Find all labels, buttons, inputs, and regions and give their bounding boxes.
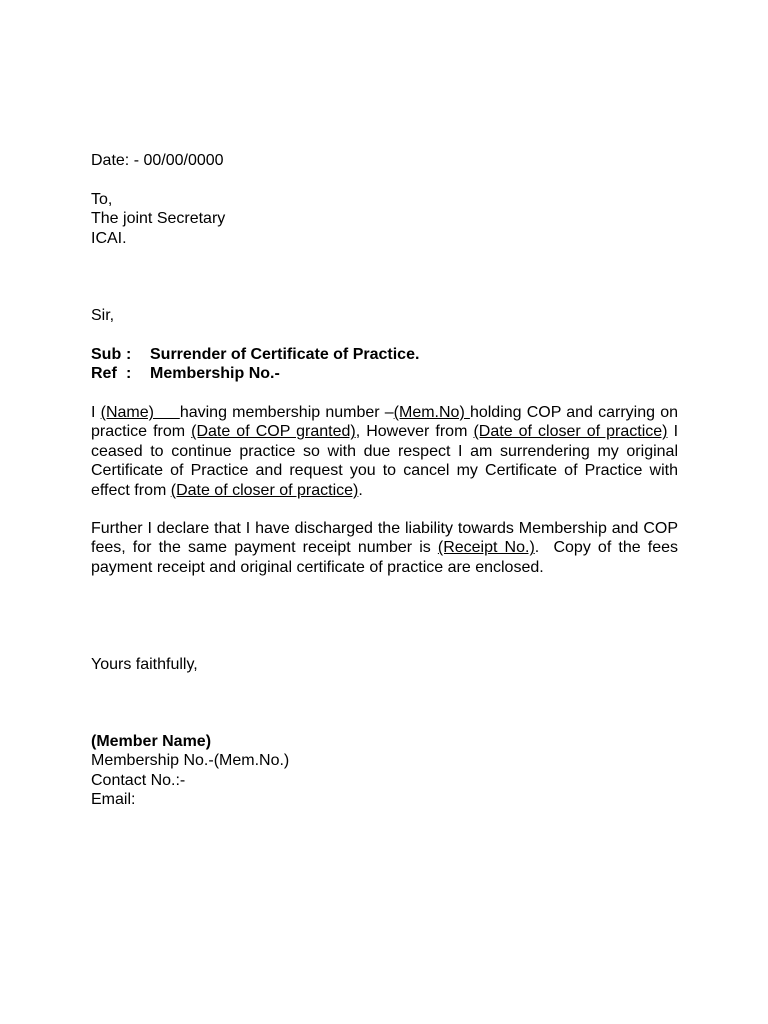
member-name: (Member Name) [91,733,212,750]
date-line: Date: - 00/00/0000 [91,152,224,169]
p1-text-c: holding COP and carrying on practice from [91,404,678,441]
placeholder-name: (Name) [100,404,180,421]
contact-number: Contact No.:- [91,771,186,789]
reference-colon: : [126,365,132,383]
placeholder-receipt-no: (Receipt No.) [437,539,535,557]
subject-colon: : [126,346,132,363]
email: Email: [91,791,136,809]
p1-text-b: having membership number – [179,404,394,421]
body-paragraph-2 [91,519,683,577]
placeholder-date-closer-2: (Date of closer of practice) [170,481,359,499]
placeholder-date-cop-granted: (Date of COP granted) [191,423,356,441]
reference-label: Ref [91,365,117,383]
placeholder-mem-no: (Mem.No) [393,404,470,421]
p1-text-e: I ceased to continue practice so with due respect I am surrendering my original Certificate of Practice and request you to cancel my Certificate of Practice with effect from [91,423,679,499]
address-to: To, [91,191,113,208]
signature-block [91,732,289,810]
p2-text-a: Further I declare that I have discharged the liability towards Membership and COP fees, for the same payment receipt number is [91,520,678,557]
p1-text-d: , However from [355,423,474,441]
subject-block [91,345,419,384]
subject-text: Surrender of Certificate of Practice. [150,346,420,363]
reference-row [91,364,419,383]
p2-text-b: . Copy of the fees payment receipt and original certificate of practice are enclosed. [91,539,683,576]
p1-text-a: I [91,404,101,421]
placeholder-date-closer-1: (Date of closer of practice) [473,423,668,441]
address-line-2: ICAI. [91,229,127,247]
subject-label: Sub [91,346,122,363]
p1-text-f: . [358,481,363,499]
subject-row [91,345,419,364]
membership-number: Membership No.-(Mem.No.) [91,752,290,770]
greeting: Sir, [91,307,115,324]
address-line-1: The joint Secretary [91,210,226,228]
reference-text: Membership No.- [150,365,280,383]
body-paragraph-1 [91,403,678,500]
closing: Yours faithfully, [91,656,198,673]
recipient-address [91,190,225,248]
